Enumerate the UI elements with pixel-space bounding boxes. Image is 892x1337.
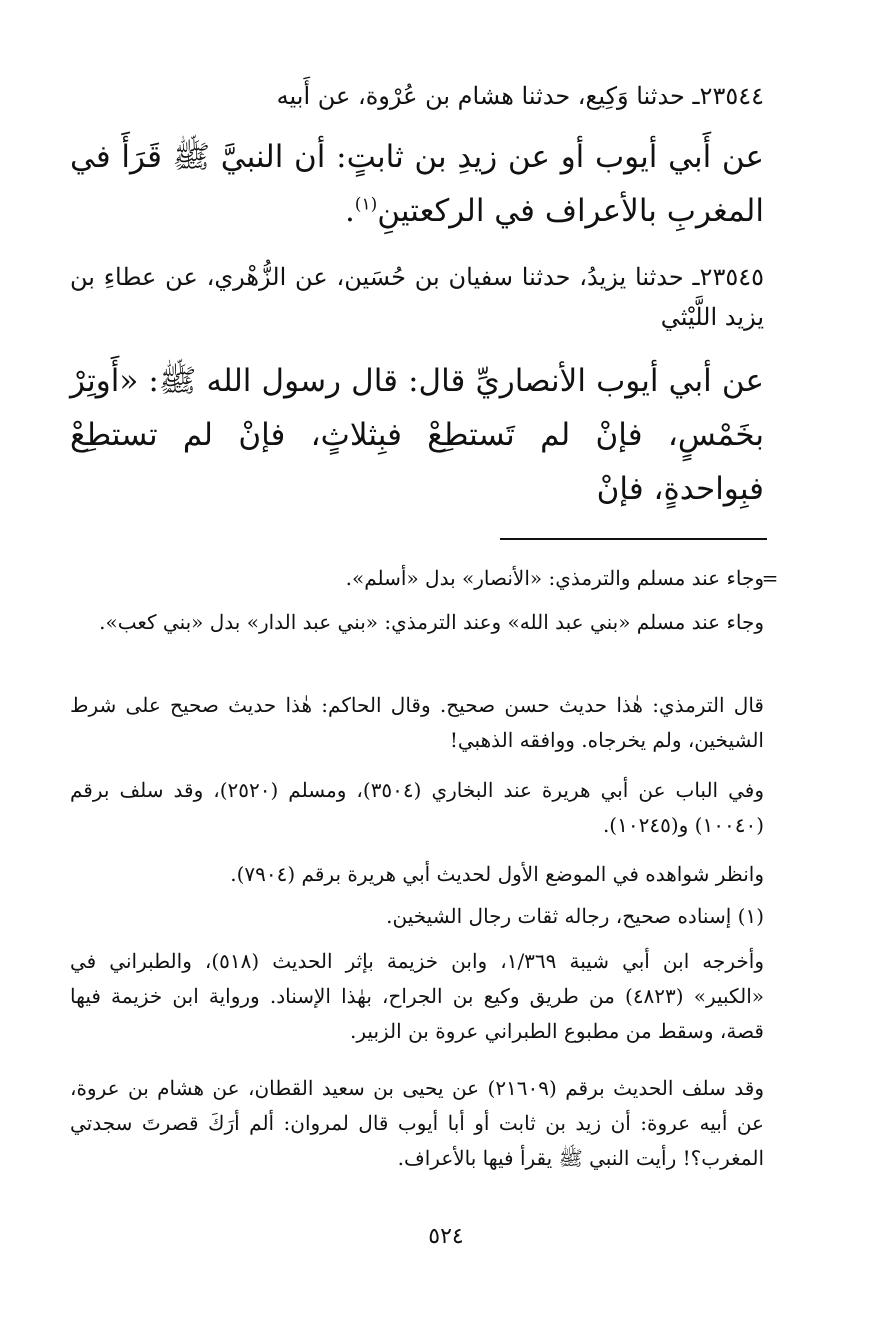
hadith-text: عن أَبي أيوب أو عن زيدِ بن ثابتٍ: أن النبيَّ ﷺ قَرَأَ في المغربِ بالأعراف في الركعتينِ (70, 139, 764, 229)
footnote-line: وفي الباب عن أبي هريرة عند البخاري (٣٥٠٤)، ومسلم (٢٥٢٠)، وقد سلف برقم (١٠٠٤٠) و(١٠٢٤٥). (70, 778, 764, 837)
footnote-marker[interactable]: (١) (354, 194, 378, 215)
footnote-line: (١) إسناده صحيح، رجاله ثقات رجال الشيخين. (386, 904, 764, 928)
chain-text: ٢٣٥٤٥ـ حدثنا يزيدُ، حدثنا سفيان بن حُسَين، عن الزُّهْري، عن عطاءِ بن يزيد اللَّيْثي (70, 263, 764, 331)
footnote-line: وانظر شواهده في الموضع الأول لحديث أبي هريرة برقم (٧٩٠٤). (230, 862, 764, 886)
chain-text: ٢٣٥٤٤ـ حدثنا وَكِيع، حدثنا هشام بن عُرْوة، عن أَبيه (276, 82, 764, 110)
page-number: ٥٢٤ (428, 1224, 464, 1249)
hadith-text: عن أبي أيوب الأنصاريِّ قال: قال رسول الله ﷺ: «أَوتِرْ بخَمْسٍ، فإنْ لم تَستطِعْ فبِثلاثٍ، فإنْ لم تستطِعْ فبِواحدةٍ، فإنْ (70, 363, 764, 507)
footnote-line: وأخرجه ابن أبي شيبة ١/٣٦٩، وابن خزيمة بإثر الحديث (٥١٨)، والطبراني في «الكبير» (٤٨٢٣) من طريق وكيع بن الجراح، بهٰذا الإسناد. ورواية ابن خزيمة فيها قصة، وسقط من مطبوع الطبراني عروة بن الزبير. (70, 949, 765, 1043)
footnote-line: قال الترمذي: هٰذا حديث حسن صحيح. وقال الحاكم: هٰذا حديث صحيح على شرط الشيخين، ولم يخرجاه. ووافقه الذهبي! (70, 693, 764, 752)
footnote-line: وقد سلف الحديث برقم (٢١٦٠٩) عن يحيى بن سعيد القطان، عن هشام بن عروة، عن أبيه عروة: أن زيد بن ثابت أو أبا أيوب قال لمروان: ألم أرَكَ قصرتَ سجدتي المغرب؟! رأيت النبي ﷺ يقرأ فيها بالأعراف. (70, 1076, 764, 1170)
footnote-line: وجاء عند مسلم «بني عبد الله» وعند الترمذي: «بني عبد الدار» بدل «بني كعب». (99, 610, 764, 634)
hadith-text-23544 (70, 130, 764, 238)
hadith-text-23545 (70, 354, 764, 516)
hadith-chain-23544 (70, 76, 764, 116)
hadith-text-end: . (344, 193, 355, 229)
footnote-continuation-mark: = (761, 566, 779, 590)
footnote-line: وجاء عند مسلم والترمذي: «الأنصار» بدل «أسلم». (345, 566, 764, 590)
hadith-chain-23545 (70, 257, 764, 337)
footnote-separator (500, 538, 767, 540)
